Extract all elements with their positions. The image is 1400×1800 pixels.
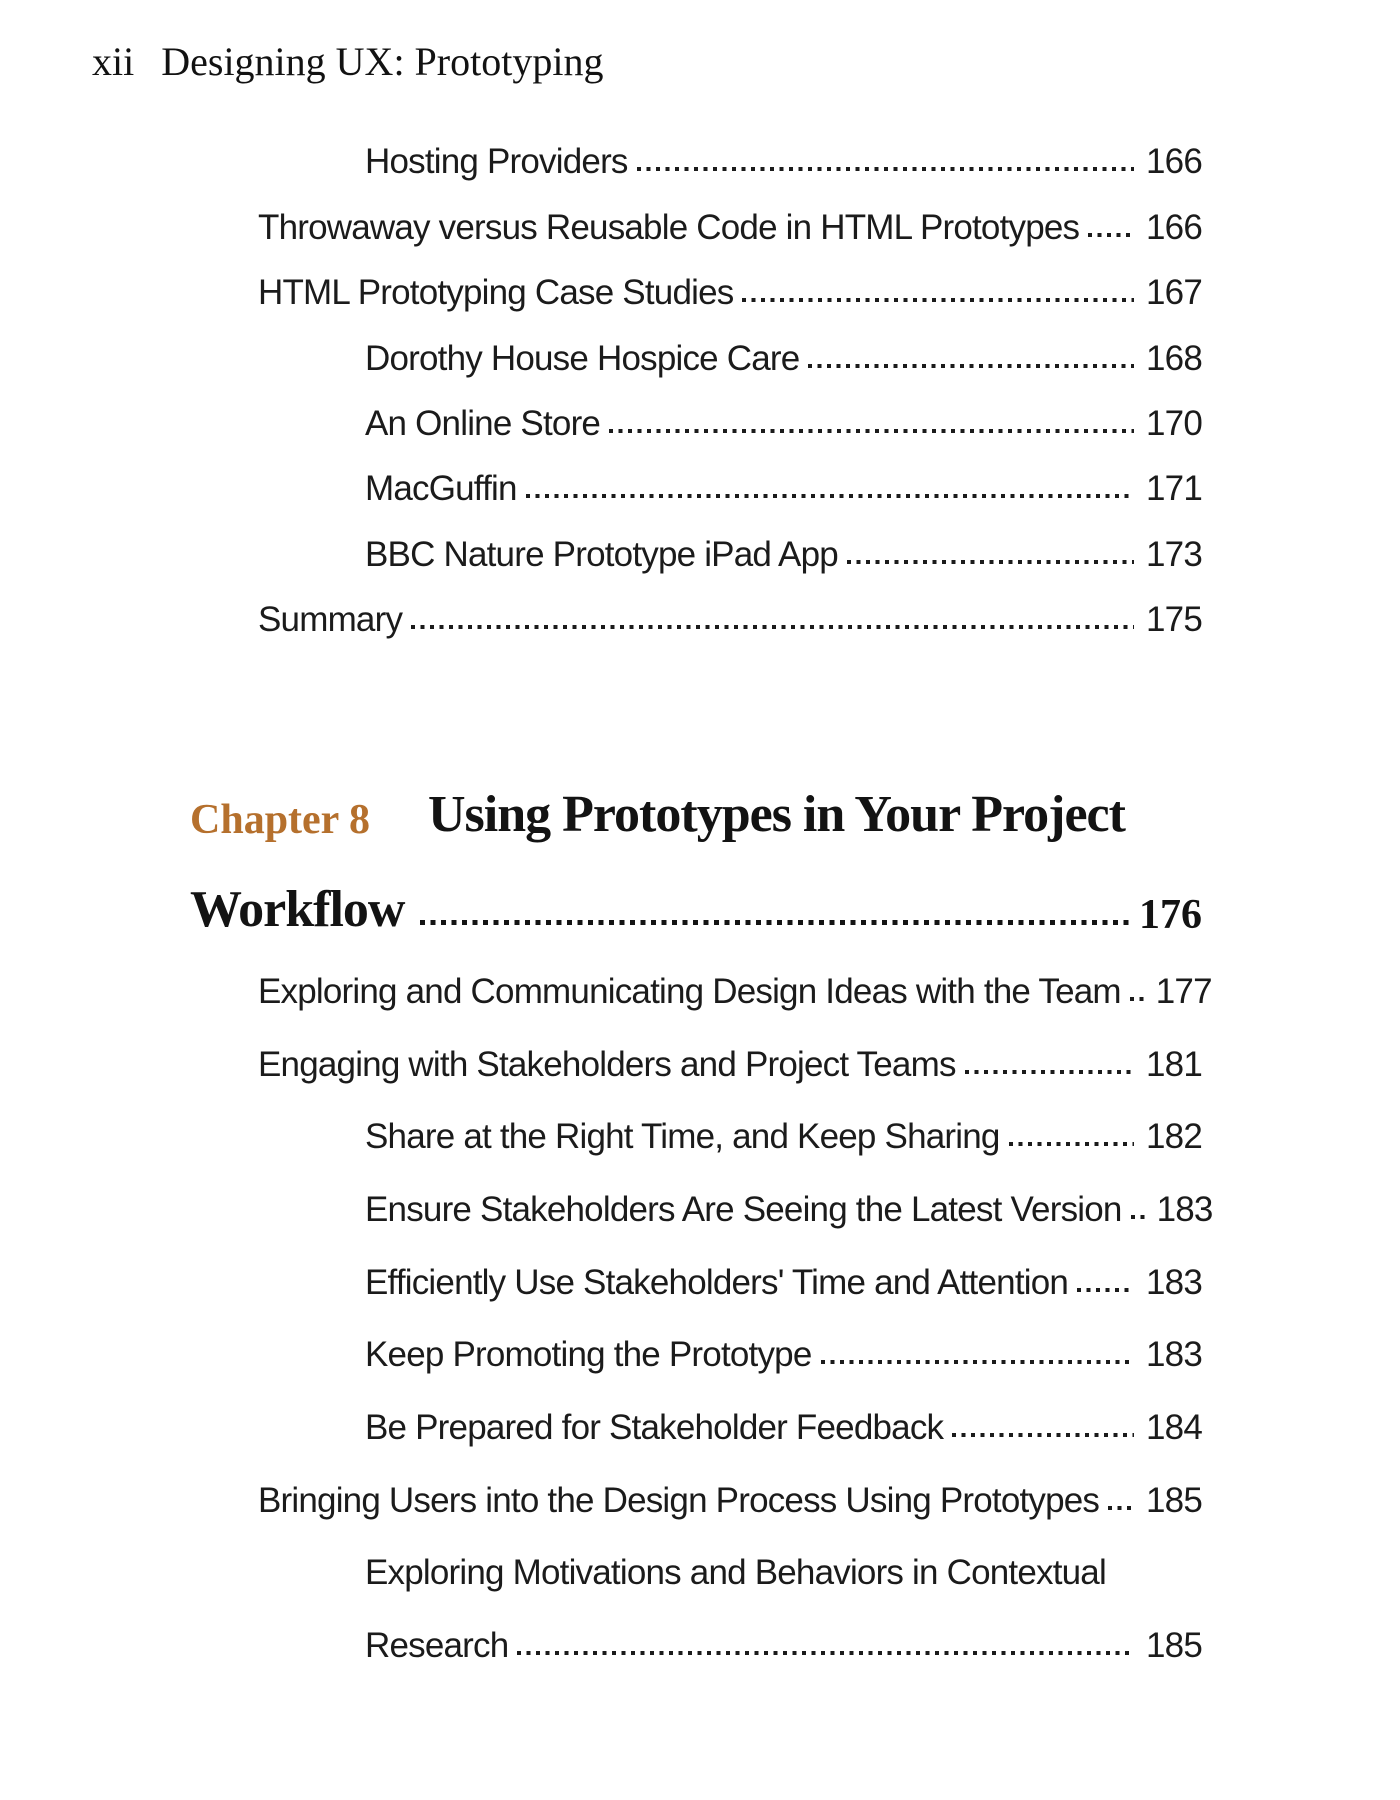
- toc-entry-label: Share at the Right Time, and Keep Sharing: [365, 1117, 1000, 1157]
- toc-entry: [190, 1300, 1202, 1373]
- chapter-number-label: Chapter 8: [190, 797, 371, 844]
- toc-entry: [190, 1445, 1202, 1518]
- toc-page-number: 183: [1146, 1335, 1202, 1375]
- toc-page-number: 183: [1156, 1189, 1213, 1229]
- toc-entry: [190, 1590, 1202, 1663]
- toc-entry: [190, 506, 1202, 574]
- dot-leader: [1108, 1506, 1134, 1510]
- dot-leader: [742, 298, 1134, 302]
- toc-entry-label: Efficiently Use Stakeholders' Time and Attention: [365, 1262, 1069, 1302]
- page-folio: xii: [92, 39, 135, 84]
- toc-entry-label: Keep Promoting the Prototype: [365, 1335, 812, 1375]
- dot-leader: [821, 1360, 1135, 1364]
- toc-page-number: 170: [1146, 403, 1202, 443]
- toc-page-number: 166: [1146, 142, 1202, 182]
- toc-entry: [190, 1518, 1202, 1591]
- dot-leader: [965, 1070, 1134, 1074]
- toc-entry: [190, 1154, 1213, 1229]
- dot-leader: [952, 1433, 1134, 1437]
- toc-page-number: 185: [1146, 1626, 1202, 1665]
- toc-entry-label: BBC Nature Prototype iPad App: [365, 534, 838, 574]
- dot-leader: [1077, 1288, 1134, 1292]
- dot-leader: [1131, 1215, 1145, 1219]
- toc-entry: [190, 441, 1202, 509]
- toc-entry-label: Be Prepared for Stakeholder Feedback: [365, 1407, 944, 1447]
- toc-entry-label: Throwaway versus Reusable Code in HTML Prototypes: [258, 207, 1080, 247]
- toc-page-number: 181: [1146, 1044, 1202, 1084]
- toc-page-number: 184: [1146, 1407, 1202, 1447]
- book-title: Designing UX: Prototyping: [161, 39, 604, 84]
- toc-entry-label: Bringing Users into the Design Process Using Prototypes: [258, 1480, 1100, 1520]
- dot-leader: [847, 560, 1134, 564]
- toc-entry-label: Dorothy House Hospice Care: [365, 338, 800, 378]
- toc-entry: [190, 179, 1202, 247]
- toc-entry: [190, 1372, 1202, 1445]
- toc-section-top: [190, 114, 1202, 640]
- toc-entry-label: Research: [365, 1626, 509, 1665]
- toc-entry-label: Hosting Providers: [365, 142, 628, 182]
- dot-leader: [1009, 1142, 1134, 1146]
- toc-entry-label: Exploring Motivations and Behaviors in Contextual: [365, 1553, 1106, 1593]
- chapter-heading-line1: [190, 748, 1202, 844]
- toc-entry-label: MacGuffin: [365, 469, 517, 509]
- toc-entry: [190, 376, 1202, 441]
- toc-page-number: 183: [1146, 1262, 1202, 1302]
- dot-leader: [1130, 997, 1144, 1001]
- toc-entry: [190, 310, 1202, 378]
- toc-entry: [190, 1009, 1202, 1082]
- dot-leader: [1088, 233, 1134, 237]
- toc-entry: [190, 245, 1202, 313]
- toc-page-number: 177: [1155, 971, 1212, 1011]
- toc-entry-label: Exploring and Communicating Design Ideas with the Team: [258, 971, 1121, 1011]
- toc-page-number: 167: [1146, 273, 1202, 313]
- dot-leader: [411, 625, 1134, 629]
- toc-entry: [190, 1227, 1202, 1300]
- toc-page-number: 173: [1146, 534, 1202, 574]
- toc-page-number: 168: [1146, 338, 1202, 378]
- toc-entry-label: Engaging with Stakeholders and Project Teams: [258, 1044, 956, 1084]
- toc-page-number: 185: [1146, 1480, 1202, 1520]
- chapter-page-number: 176: [1139, 892, 1202, 939]
- toc-entry: [190, 1082, 1202, 1155]
- table-of-contents: [190, 114, 1213, 1665]
- toc-entry-label: Summary: [258, 600, 403, 640]
- toc-entry-label: Ensure Stakeholders Are Seeing the Latest Version: [365, 1189, 1122, 1229]
- toc-page-number: 175: [1146, 600, 1202, 640]
- chapter-title-line2: Workflow: [190, 881, 405, 939]
- chapter-heading-line2: [190, 841, 1202, 939]
- toc-entry-label: An Online Store: [365, 403, 601, 443]
- running-header: [92, 39, 604, 84]
- dot-leader: [420, 920, 1133, 925]
- dot-leader: [637, 167, 1134, 171]
- dot-leader: [517, 1651, 1134, 1655]
- chapter-title-line1: Using Prototypes in Your Project: [428, 786, 1125, 844]
- chapter-heading: [190, 748, 1202, 939]
- toc-entry: [190, 114, 1202, 182]
- toc-section-bottom: [190, 936, 1213, 1665]
- toc-page-number: 182: [1146, 1117, 1202, 1157]
- toc-page-number: 166: [1146, 207, 1202, 247]
- toc-entry-label: HTML Prototyping Case Studies: [258, 273, 734, 313]
- toc-page-number: 171: [1146, 469, 1202, 509]
- dot-leader: [526, 494, 1134, 498]
- dot-leader: [808, 364, 1134, 368]
- toc-entry: [190, 572, 1202, 640]
- dot-leader: [609, 429, 1134, 433]
- toc-entry: [190, 936, 1212, 1011]
